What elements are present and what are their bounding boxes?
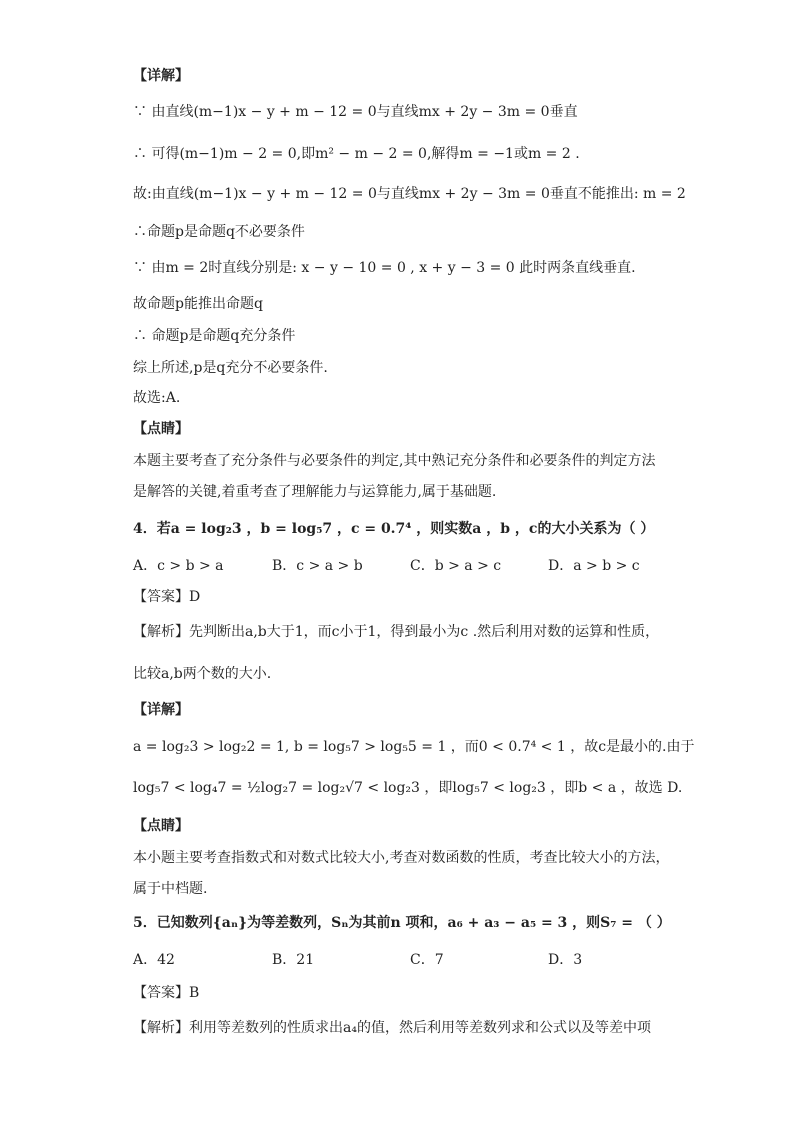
section-heading-remark: 【点睛】 xyxy=(133,421,189,437)
section-heading-detail: 【详解】 xyxy=(133,68,189,84)
text-line: 属于中档题. xyxy=(133,881,208,897)
text-line: 综上所述,p是q充分不必要条件. xyxy=(133,360,328,376)
text-line: 本小题主要考查指数式和对数式比较大小,考查对数函数的性质，考查比较大小的方法， xyxy=(133,850,670,866)
answer-line: 【答案】D xyxy=(133,589,201,605)
q4-option-c: C．b > a > c xyxy=(410,558,502,574)
section-heading-detail: 【详解】 xyxy=(133,702,189,718)
text-line: 是解答的关键,着重考查了理解能力与运算能力,属于基础题. xyxy=(133,484,497,500)
text-line: ∴命题p是命题q不必要条件 xyxy=(133,224,305,240)
q5-option-b: B．21 xyxy=(272,952,315,968)
q4-option-d: D．a > b > c xyxy=(548,558,640,574)
question-4-stem: 4．若a = log₂3 ，b = log₅7 ，c = 0.7⁴ ，则实数a ，b ，c的大小关系为（ ） xyxy=(133,521,655,537)
text-line: 故命题p能推出命题q xyxy=(133,296,263,312)
question-5-stem: 5．已知数列{aₙ}为等差数列，Sₙ为其前n 项和，a₆ + a₃ − a₅ = 3 ，则S₇ = （ ） xyxy=(133,915,671,931)
answer-line: 【答案】B xyxy=(133,985,200,1001)
q5-option-c: C．7 xyxy=(410,952,444,968)
text-line: ∵ 由m = 2时直线分别是: x − y − 10 = 0 , x + y − 3 = 0 此时两条直线垂直. xyxy=(133,260,636,276)
section-heading-remark: 【点睛】 xyxy=(133,818,189,834)
text-line: 【解析】利用等差数列的性质求出a₄的值，然后利用等差数列求和公式以及等差中项 xyxy=(133,1020,651,1036)
text-line: ∵ 由直线(m−1)x − y + m − 12 = 0与直线mx + 2y − 3m = 0垂直 xyxy=(133,104,578,120)
text-line: ∴ 命题p是命题q充分条件 xyxy=(133,328,296,344)
q4-option-b: B．c > a > b xyxy=(272,558,363,574)
text-line: 【解析】先判断出a,b大于1，而c小于1，得到最小为c .然后利用对数的运算和性质， xyxy=(133,624,660,640)
q4-option-a: A．c > b > a xyxy=(133,558,224,574)
text-line: a = log₂3 > log₂2 = 1, b = log₅7 > log₅5 = 1 ，而0 < 0.7⁴ < 1 ，故c是最小的.由于 xyxy=(133,739,695,755)
text-line: 故选:A. xyxy=(133,390,181,406)
q5-option-d: D．3 xyxy=(548,952,583,968)
text-line: 本题主要考查了充分条件与必要条件的判定,其中熟记充分条件和必要条件的判定方法 xyxy=(133,453,656,469)
text-line: log₅7 < log₄7 = ½log₂7 = log₂√7 < log₂3 ，即log₅7 < log₂3 ，即b < a ，故选 D. xyxy=(133,780,683,796)
q5-option-a: A．42 xyxy=(133,952,175,968)
text-line: 比较a,b两个数的大小. xyxy=(133,666,272,682)
text-line: ∴ 可得(m−1)m − 2 = 0,即m² − m − 2 = 0,解得m = −1或m = 2 . xyxy=(133,146,580,162)
text-line: 故:由直线(m−1)x − y + m − 12 = 0与直线mx + 2y − 3m = 0垂直不能推出: m = 2 xyxy=(133,186,686,202)
